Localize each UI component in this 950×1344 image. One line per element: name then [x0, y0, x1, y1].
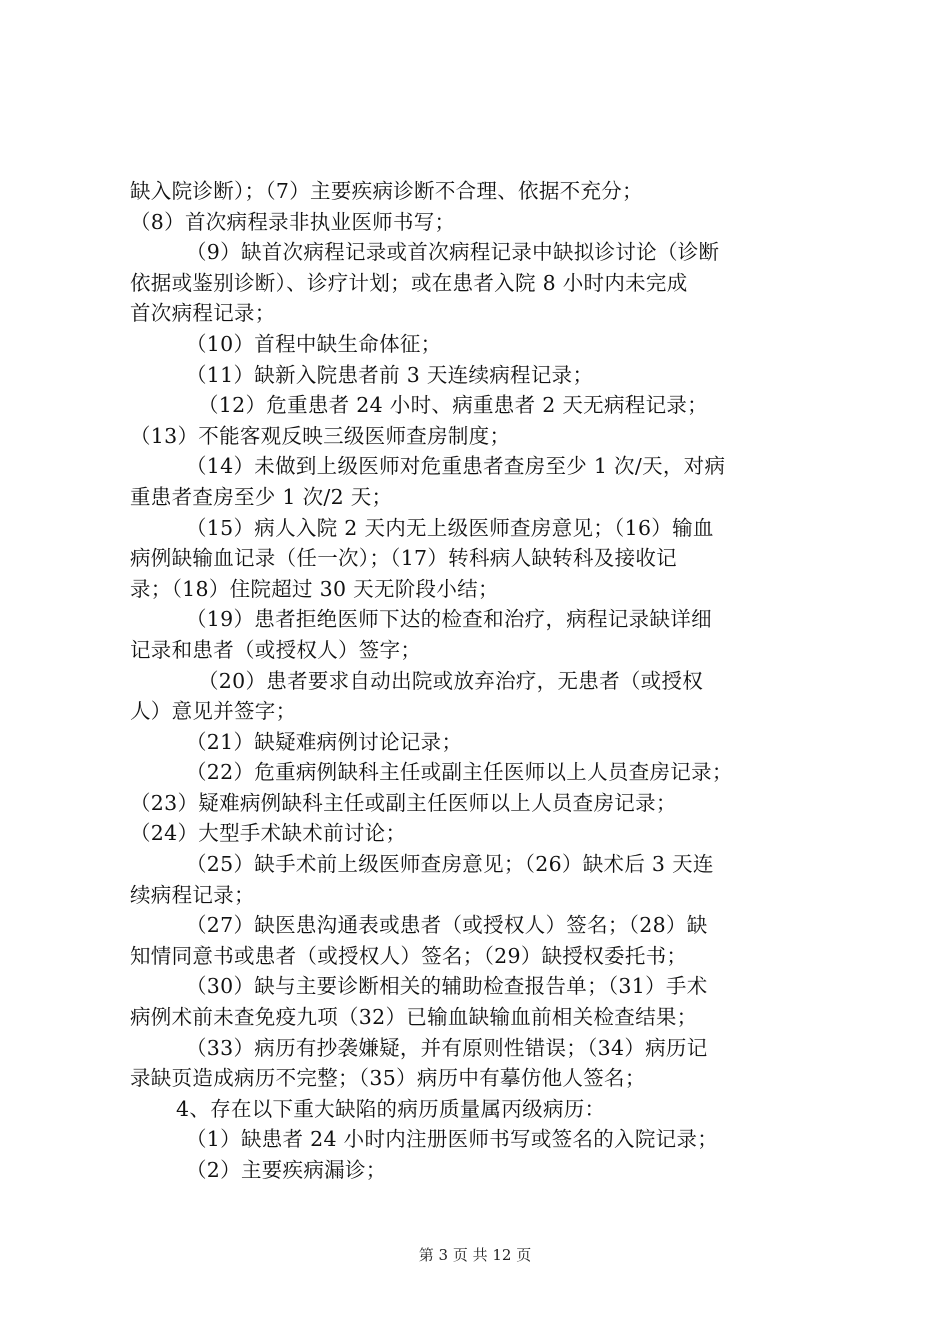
page-footer: 第 3 页 共 12 页 — [418, 1246, 532, 1264]
text-line: （9）缺首次病程记录或首次病程记录中缺拟诊讨论（诊断 — [186, 240, 720, 265]
text-line: 知情同意书或患者（或授权人）签名；（29）缺授权委托书； — [130, 943, 688, 968]
text-line: （33）病历有抄袭嫌疑，并有原则性错误；（34）病历记 — [186, 1035, 708, 1060]
text-line: （2）主要疾病漏诊； — [186, 1158, 387, 1182]
text-line: （10）首程中缺生命体征； — [186, 331, 442, 356]
text-line: 病例术前未查免疫九项（32）已输血缺输血前相关检查结果； — [130, 1005, 698, 1030]
text-line: 录；（18）住院超过 30 天无阶段小结； — [130, 576, 499, 601]
text-line: （27）缺医患沟通表或患者（或授权人）签名；（28）缺 — [186, 913, 708, 938]
text-line: 病例缺输血记录（任一次）；（17）转科病人缺转科及接收记 — [130, 546, 677, 571]
text-line: 人）意见并签字； — [130, 699, 297, 724]
text-line: 依据或鉴别诊断）、诊疗计划；或在患者入院 8 小时内未完成 — [130, 270, 688, 295]
text-line: 录缺页造成病历不完整；（35）病历中有摹仿他人签名； — [130, 1066, 646, 1091]
text-line: （1）缺患者 24 小时内注册医师书写或签名的入院记录； — [186, 1127, 719, 1152]
text-line: （24）大型手术缺术前讨论； — [130, 821, 407, 846]
text-line: （25）缺手术前上级医师查房意见；（26）缺术后 3 天连 — [186, 852, 714, 877]
text-line: （11）缺新入院患者前 3 天连续病程记录； — [186, 362, 594, 387]
text-line: （19）患者拒绝医师下达的检查和治疗，病程记录缺详细 — [186, 607, 712, 632]
text-line: （22）危重病例缺科主任或副主任医师以上人员查房记录； — [186, 760, 733, 785]
text-line: （14）未做到上级医师对危重患者查房至少 1 次/天，对病 — [186, 454, 726, 479]
text-line: 首次病程记录； — [130, 301, 276, 326]
text-line: 4、存在以下重大缺陷的病历质量属丙级病历： — [176, 1096, 606, 1121]
text-line: 记录和患者（或授权人）签字； — [130, 637, 422, 662]
text-line: 续病程记录； — [130, 882, 255, 907]
document-body — [130, 176, 832, 1186]
text-line: （12）危重患者 24 小时、病重患者 2 天无病程记录； — [198, 393, 708, 418]
text-line: （20）患者要求自动出院或放弃治疗，无患者（或授权 — [198, 668, 704, 693]
text-line: （23）疑难病例缺科主任或副主任医师以上人员查房记录； — [130, 790, 677, 815]
text-line: （21）缺疑难病例讨论记录； — [186, 729, 463, 754]
text-line: （15）病人入院 2 天内无上级医师查房意见；（16）输血 — [186, 515, 714, 540]
text-line: （13）不能客观反映三级医师查房制度； — [130, 423, 511, 448]
text-line: 重患者查房至少 1 次/2 天； — [130, 484, 393, 509]
text-line: 缺入院诊断）；（7）主要疾病诊断不合理、依据不充分； — [130, 179, 643, 203]
text-line: （30）缺与主要诊断相关的辅助检查报告单；（31）手术 — [186, 974, 708, 999]
text-line: （8）首次病程录非执业医师书写； — [130, 209, 456, 234]
